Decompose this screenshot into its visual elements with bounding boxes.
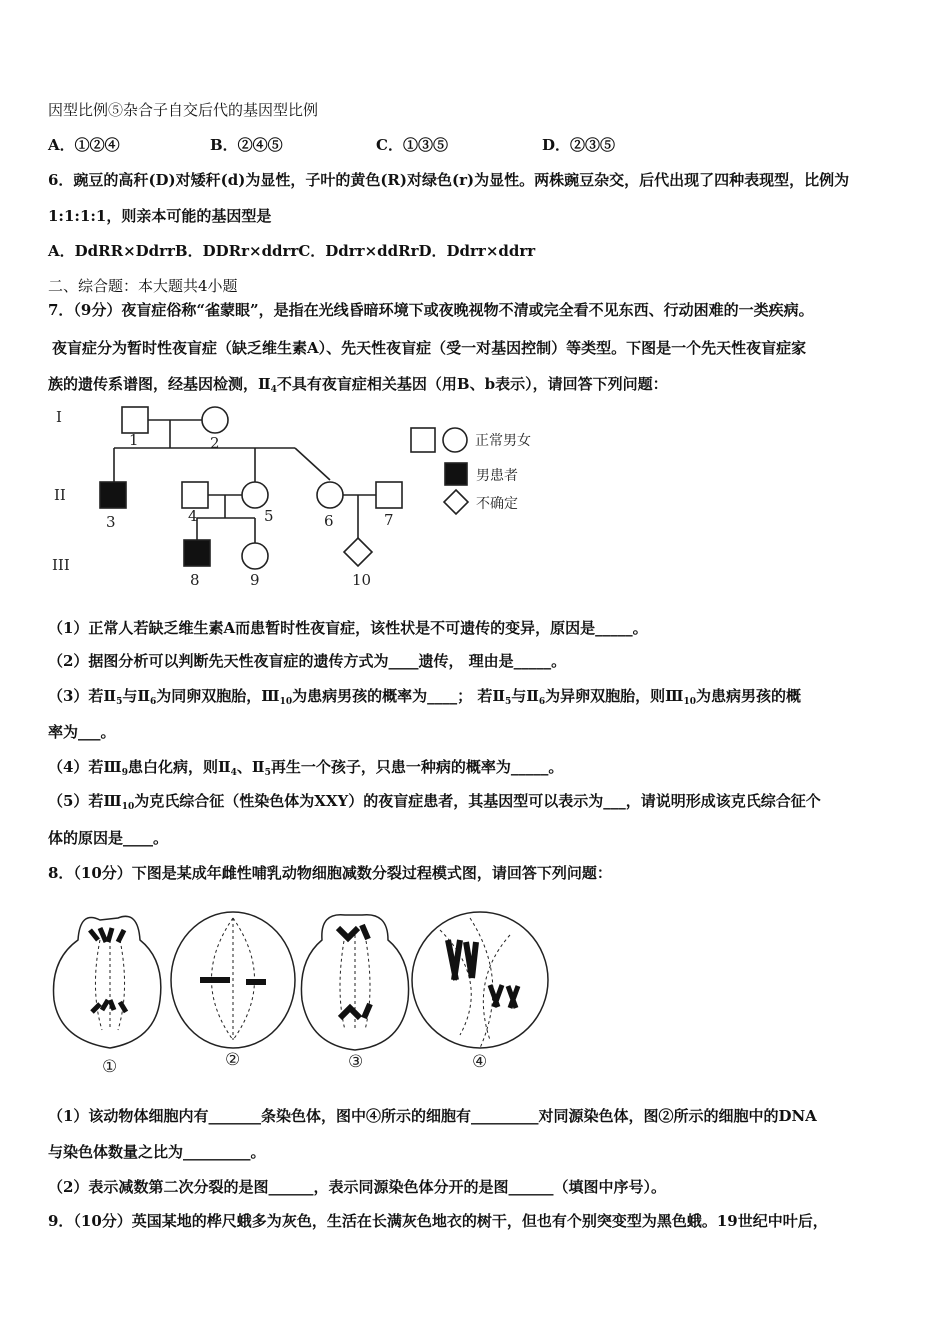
ind-label-4: 4 bbox=[188, 507, 198, 525]
q5-options bbox=[48, 135, 616, 155]
cell-3-chromosomes-bottom bbox=[340, 1004, 370, 1018]
pedigree-chart bbox=[40, 400, 560, 600]
q8-stem: 8．（10分）下图是某成年雌性哺乳动物细胞减数分裂过程模式图，请回答下列问题： bbox=[48, 864, 612, 882]
q7-part3-line1: （3）若$Ⅱ_5$与$Ⅱ_6$为同卵双胞胎，$Ⅲ_{10}$为患病男孩的概率为____； 若$Ⅱ_5$与$Ⅱ_6$为异卵双胞胎，则$Ⅲ_{10}$为患病男孩的概 bbox=[48, 687, 801, 707]
line-genotype-ratio: 因型比例⑤杂合子自交后代的基因型比例 bbox=[48, 101, 319, 119]
q9-stem: 9．（10分）英国某地的桦尺蛾多为灰色，生活在长满灰色地衣的树干，但也有个别突变型为黑色蛾。19世纪中叶后， bbox=[48, 1212, 828, 1230]
q7-part5-line1: （5）若$Ⅲ_{10}$为克氏综合征（性染色体为XXY）的夜盲症患者，其基因型可以表示为___，请说明形成该克氏综合征个 bbox=[48, 792, 821, 812]
legend-normal-text: 正常男女 bbox=[475, 433, 531, 449]
legend-affected-text: 男患者 bbox=[476, 468, 518, 484]
q5-option-b: B．②④⑤ bbox=[210, 136, 283, 154]
ind-label-1: 1 bbox=[129, 431, 139, 449]
ind-label-7: 7 bbox=[384, 511, 394, 529]
q6-stem-line1: 6．豌豆的高秆(D)对矮秆(d)为显性，子叶的黄色(R)对绿色(r)为显性。两株豌豆杂交，后代出现了四种表现型，比例为 bbox=[48, 171, 850, 189]
ind-5-female bbox=[242, 482, 268, 508]
ind-3-affected-male bbox=[100, 482, 126, 508]
ind-label-9: 9 bbox=[250, 571, 260, 589]
cell-label-1: ① bbox=[102, 1057, 118, 1077]
q7-part5-line2: 体的原因是____。 bbox=[48, 829, 169, 847]
ind-label-5: 5 bbox=[264, 507, 274, 525]
section-heading: 二、综合题：本大题共4小题 bbox=[48, 277, 238, 295]
q8-part1-line2: 与染色体数量之比为_________。 bbox=[48, 1143, 266, 1161]
cell-1-chromosomes-bottom bbox=[92, 1000, 126, 1012]
cell-4-chromosome-pair-2 bbox=[490, 985, 518, 1008]
cell-label-3: ③ bbox=[348, 1052, 364, 1072]
legend-uncertain-symbol bbox=[444, 490, 468, 514]
cell-3-chromosomes-top bbox=[338, 925, 368, 939]
ind-label-6: 6 bbox=[324, 512, 334, 530]
ind-6-female bbox=[317, 482, 343, 508]
gen-label-III: III bbox=[52, 556, 70, 574]
ind-7-male bbox=[376, 482, 402, 508]
ind-2-female bbox=[202, 407, 228, 433]
ind-8-affected-male bbox=[184, 540, 210, 566]
q8-part1-line1: （1）该动物体细胞内有_______条染色体，图中④所示的细胞有_________对同源染色体，图②所示的细胞中的DNA bbox=[48, 1107, 817, 1125]
cell-4-outline bbox=[412, 912, 548, 1048]
q8-part2: （2）表示减数第二次分裂的是图______，表示同源染色体分开的是图______（填图中序号）。 bbox=[48, 1178, 666, 1196]
ind-4-male bbox=[182, 482, 208, 508]
q5-option-d: D．②③⑤ bbox=[542, 136, 616, 154]
meiosis-diagrams bbox=[40, 900, 570, 1080]
q7-stem-line2: 夜盲症分为暂时性夜盲症（缺乏维生素A）、先天性夜盲症（受一对基因控制）等类型。下图是一个先天性夜盲症家 bbox=[52, 339, 807, 357]
ind-label-3: 3 bbox=[106, 513, 116, 531]
gen-label-II: II bbox=[54, 486, 66, 504]
cell-1-chromosomes-top bbox=[90, 928, 124, 942]
gen-label-I: I bbox=[56, 408, 62, 426]
cell-4-chromosome-pair-1 bbox=[448, 940, 476, 980]
q7-part4: （4）若$Ⅲ_9$患白化病，则$Ⅱ_4$、$Ⅱ_5$再生一个孩子，只患一种病的概率为_____。 bbox=[48, 758, 564, 778]
cell-label-2: ② bbox=[225, 1050, 241, 1070]
ind-9-female bbox=[242, 543, 268, 569]
legend-female-symbol bbox=[443, 428, 467, 452]
legend-affected-symbol bbox=[445, 463, 467, 485]
ind-10-uncertain bbox=[344, 538, 372, 566]
q5-option-c: C．①③⑤ bbox=[376, 136, 448, 154]
q6-options: A．DdRR×DdrrB．DDRr×ddrrC．Ddrr×ddRrD．Ddrr×ddrr bbox=[48, 242, 536, 260]
ind-1-male bbox=[122, 407, 148, 433]
q7-stem-line1: 7．（9分）夜盲症俗称“雀蒙眼”，是指在光线昏暗环境下或夜晚视物不清或完全看不见东西、行动困难的一类疾病。 bbox=[48, 301, 814, 319]
q7-stem-line3: 族的遗传系谱图，经基因检测，$Ⅱ_4$不具有夜盲症相关基因（用B、b表示），请回答下列问题： bbox=[48, 375, 668, 395]
q5-option-a: A．①②④ bbox=[48, 136, 120, 154]
ind-label-10: 10 bbox=[352, 571, 372, 589]
q7-part1: （1）正常人若缺乏维生素A而患暂时性夜盲症，该性状是不可遗传的变异，原因是_____。 bbox=[48, 619, 648, 637]
cell-label-4: ④ bbox=[472, 1052, 488, 1072]
q6-stem-line2: 1:1:1:1，则亲本可能的基因型是 bbox=[48, 207, 272, 225]
ind-label-8: 8 bbox=[190, 571, 200, 589]
ind-label-2: 2 bbox=[210, 434, 220, 452]
q7-part3-line2: 率为___。 bbox=[48, 723, 116, 741]
legend-male-symbol bbox=[411, 428, 435, 452]
q7-part2: （2）据图分析可以判断先天性夜盲症的遗传方式为____遗传， 理由是_____。 bbox=[48, 652, 567, 670]
legend-uncertain-text: 不确定 bbox=[476, 496, 518, 512]
